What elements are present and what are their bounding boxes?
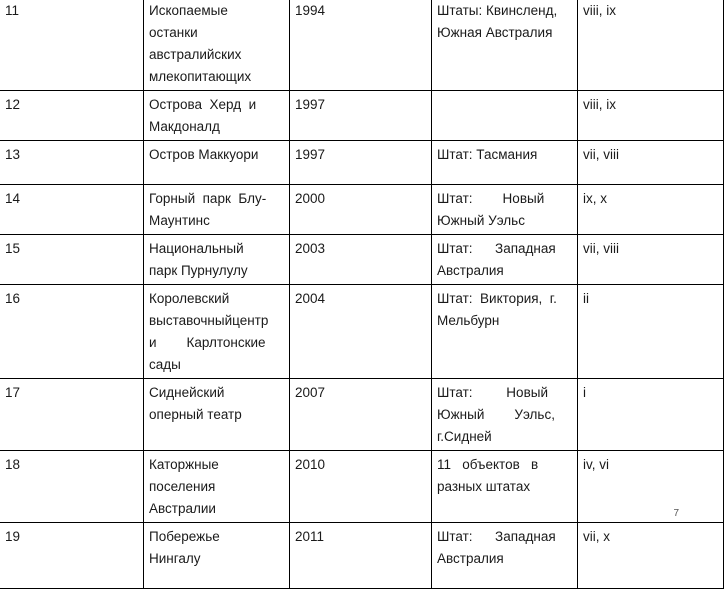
table-row <box>0 285 724 379</box>
year-text: 1997 <box>295 147 326 162</box>
site-name-line: Сиднейский <box>149 385 225 400</box>
site-name-line: останки <box>149 25 198 40</box>
location-line: Штат: Новый <box>437 191 545 206</box>
site-name-line: Национальный <box>149 241 244 256</box>
cell-criteria <box>578 235 724 285</box>
year-text: 1997 <box>295 97 326 112</box>
site-name-line: млекопитающих <box>149 69 252 84</box>
cell-number <box>0 91 144 141</box>
location-line: Южный Уэльс, <box>437 407 555 422</box>
cell-site-name <box>144 91 290 141</box>
cell-criteria <box>578 185 724 235</box>
cell-year <box>290 451 432 523</box>
location-line: Австралия <box>437 551 504 566</box>
site-name-line: Побережье <box>149 529 220 544</box>
site-name-line: и Карлтонские <box>149 335 266 350</box>
table-row <box>0 185 724 235</box>
cell-criteria <box>578 451 724 523</box>
site-name-line: оперный театр <box>149 407 242 422</box>
site-name-line: Маунтинс <box>149 213 210 228</box>
table-row <box>0 523 724 589</box>
site-name-line: Ископаемые <box>149 3 228 18</box>
cell-site-name <box>144 285 290 379</box>
cell-location <box>432 91 578 141</box>
year-text: 2010 <box>295 457 326 472</box>
cell-site-name <box>144 0 290 91</box>
location-line: Южная Австралия <box>437 25 553 40</box>
number-text: 11 <box>5 3 20 18</box>
location-line: Южный Уэльс <box>437 213 525 228</box>
cell-year <box>290 379 432 451</box>
cell-site-name <box>144 185 290 235</box>
site-name-line: австралийских <box>149 47 242 62</box>
location-line: Штат: Западная <box>437 529 556 544</box>
cell-year <box>290 235 432 285</box>
cell-number <box>0 0 144 91</box>
table-row <box>0 235 724 285</box>
cell-location <box>432 523 578 589</box>
cell-site-name <box>144 451 290 523</box>
site-name-line: Каторжные <box>149 457 219 472</box>
criteria-text: vii, viii <box>583 147 619 162</box>
number-text: 17 <box>5 385 21 400</box>
site-name-line: Королевский <box>149 291 230 306</box>
year-text: 2003 <box>295 241 326 256</box>
year-text: 2011 <box>295 529 325 544</box>
location-line: Австралия <box>437 263 504 278</box>
cell-year <box>290 0 432 91</box>
criteria-text: ii <box>583 291 589 306</box>
criteria-text: vii, viii <box>583 241 619 256</box>
location-line: Штат: Западная <box>437 241 556 256</box>
number-text: 12 <box>5 97 21 112</box>
number-text: 15 <box>5 241 21 256</box>
criteria-text: iv, vi <box>583 457 609 472</box>
year-text: 2004 <box>295 291 326 306</box>
cell-year <box>290 141 432 185</box>
number-text: 13 <box>5 147 21 162</box>
cell-number <box>0 523 144 589</box>
site-name-line: Австралии <box>149 501 216 516</box>
cell-site-name <box>144 379 290 451</box>
cell-year <box>290 285 432 379</box>
site-name-line: Нингалу <box>149 551 201 566</box>
location-line: 11 объектов в <box>437 457 539 472</box>
cell-criteria <box>578 141 724 185</box>
cell-number <box>0 141 144 185</box>
cell-year <box>290 185 432 235</box>
site-name-line: поселения <box>149 479 216 494</box>
cell-location <box>432 285 578 379</box>
number-text: 19 <box>5 529 21 544</box>
cell-number <box>0 379 144 451</box>
site-name-line: Макдоналд <box>149 119 220 134</box>
location-line: Штат: Новый <box>437 385 548 400</box>
location-line: г.Сидней <box>437 429 492 444</box>
number-text: 14 <box>5 191 21 206</box>
cell-site-name <box>144 235 290 285</box>
cell-location <box>432 235 578 285</box>
criteria-text: i <box>583 385 586 400</box>
site-name-line: Горный парк Блу- <box>149 191 267 206</box>
criteria-text: viii, ix <box>583 97 616 112</box>
cell-location <box>432 185 578 235</box>
criteria-text: ix, x <box>583 191 608 206</box>
number-text: 18 <box>5 457 21 472</box>
table-row <box>0 141 724 185</box>
cell-year <box>290 91 432 141</box>
cell-site-name <box>144 523 290 589</box>
cell-location <box>432 141 578 185</box>
cell-criteria <box>578 285 724 379</box>
cell-criteria <box>578 0 724 91</box>
site-name-line: Острова Херд и <box>149 97 257 112</box>
site-name-line: сады <box>149 357 181 372</box>
number-text: 16 <box>5 291 21 306</box>
cell-criteria <box>578 523 724 589</box>
year-text: 1994 <box>295 3 326 18</box>
cell-number <box>0 235 144 285</box>
cell-criteria <box>578 379 724 451</box>
cell-location <box>432 451 578 523</box>
cell-site-name <box>144 141 290 185</box>
cell-criteria <box>578 91 724 141</box>
cell-number <box>0 451 144 523</box>
table-row <box>0 0 724 91</box>
page-number: 7 <box>673 508 679 519</box>
site-name-line: выставочныйцентр <box>149 313 269 328</box>
criteria-text: viii, ix <box>583 3 616 18</box>
cell-location <box>432 0 578 91</box>
location-line: Мельбурн <box>437 313 500 328</box>
table-row <box>0 379 724 451</box>
year-text: 2007 <box>295 385 326 400</box>
cell-year <box>290 523 432 589</box>
location-line: разных штатах <box>437 479 531 494</box>
cell-number <box>0 285 144 379</box>
table-row <box>0 451 724 523</box>
cell-number <box>0 185 144 235</box>
year-text: 2000 <box>295 191 326 206</box>
location-line: Штат: Виктория, г. <box>437 291 557 306</box>
site-name-line: парк Пурнулулу <box>149 263 248 278</box>
site-name-line: Остров Маккуори <box>149 147 259 162</box>
cell-location <box>432 379 578 451</box>
criteria-text: vii, x <box>583 529 610 544</box>
table-row <box>0 91 724 141</box>
location-line: Штаты: Квинсленд, <box>437 3 558 18</box>
location-line: Штат: Тасмания <box>437 147 538 162</box>
